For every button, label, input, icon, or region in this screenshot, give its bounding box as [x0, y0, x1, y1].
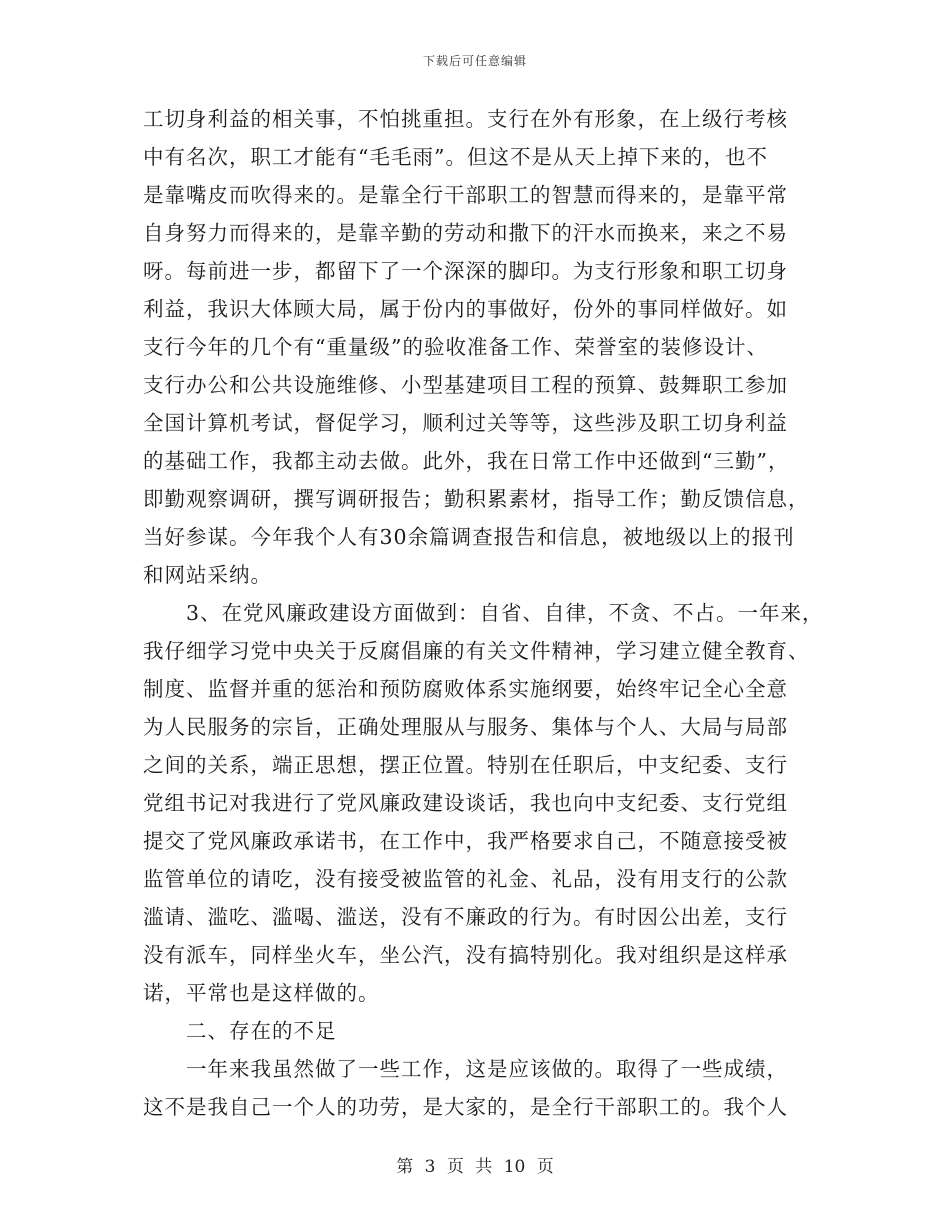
- document-body: [143, 100, 823, 1126]
- body-line: 党组书记对我进行了党风廉政建设谈话，我也向中支纪委、支行党组: [143, 791, 788, 815]
- body-line: 3、在党风廉政建设方面做到：自省、自律，不贪、不占。一年来，: [143, 601, 824, 625]
- body-line: 之间的关系，端正思想，摆正位置。特别在任职后，中支纪委、支行: [143, 753, 788, 777]
- body-line: 呀。每前进一步，都留下了一个深深的脚印。为支行形象和职工切身: [143, 259, 788, 283]
- body-line: 当好参谋。今年我个人有30余篇调查报告和信息，被地级以上的报刊: [143, 525, 795, 549]
- body-line: 我仔细学习党中央关于反腐倡廉的有关文件精神，学习建立健全教育、: [143, 639, 810, 663]
- body-line: 工切身利益的相关事，不怕挑重担。支行在外有形象，在上级行考核: [143, 107, 788, 131]
- body-line: 利益，我识大体顾大局，属于份内的事做好，份外的事同样做好。如: [143, 297, 788, 321]
- body-line: 监管单位的请吃，没有接受被监管的礼金、礼品，没有用支行的公款: [143, 867, 788, 891]
- page-number: 第 3 页 共 10 页: [396, 1157, 554, 1177]
- page-header: 下载后可任意编辑: [422, 54, 527, 68]
- body-line: 提交了党风廉政承诺书，在工作中，我严格要求自己，不随意接受被: [143, 829, 788, 853]
- body-line: 的基础工作，我都主动去做。此外，我在日常工作中还做到“三勤”，: [143, 449, 790, 473]
- body-line: 和网站采纳。: [143, 563, 272, 587]
- body-line: 这不是我自己一个人的功劳，是大家的，是全行干部职工的。我个人: [143, 1095, 788, 1119]
- body-line: 自身努力而得来的，是靠辛勤的劳动和撒下的汗水而换来，来之不易: [143, 221, 788, 245]
- body-line: 为人民服务的宗旨，正确处理服从与服务、集体与个人、大局与局部: [143, 715, 788, 739]
- body-line: 没有派车，同样坐火车，坐公汽，没有搞特别化。我对组织是这样承: [143, 943, 788, 967]
- body-line: 是靠嘴皮而吹得来的。是靠全行干部职工的智慧而得来的，是靠平常: [143, 183, 788, 207]
- body-line: 诺，平常也是这样做的。: [143, 981, 380, 1005]
- body-line: 即勤观察调研，撰写调研报告；勤积累素材，指导工作；勤反馈信息，: [143, 487, 810, 511]
- body-line: 支行办公和公共设施维修、小型基建项目工程的预算、鼓舞职工参加: [143, 373, 788, 397]
- body-line: 全国计算机考试，督促学习，顺利过关等等，这些涉及职工切身利益: [143, 411, 788, 435]
- body-line: 支行今年的几个有“重量级”的验收准备工作、荣誉室的装修设计、: [143, 335, 768, 359]
- body-line: 制度、监督并重的惩治和预防腐败体系实施纲要，始终牢记全心全意: [143, 677, 788, 701]
- body-line: 一年来我虽然做了一些工作，这是应该做的。取得了一些成绩，: [143, 1057, 788, 1081]
- section-heading: 二、存在的不足: [143, 1019, 337, 1043]
- body-line: 滥请、滥吃、滥喝、滥送，没有不廉政的行为。有时因公出差，支行: [143, 905, 788, 929]
- body-line: 中有名次，职工才能有“毛毛雨”。但这不是从天上掉下来的，也不: [143, 145, 768, 169]
